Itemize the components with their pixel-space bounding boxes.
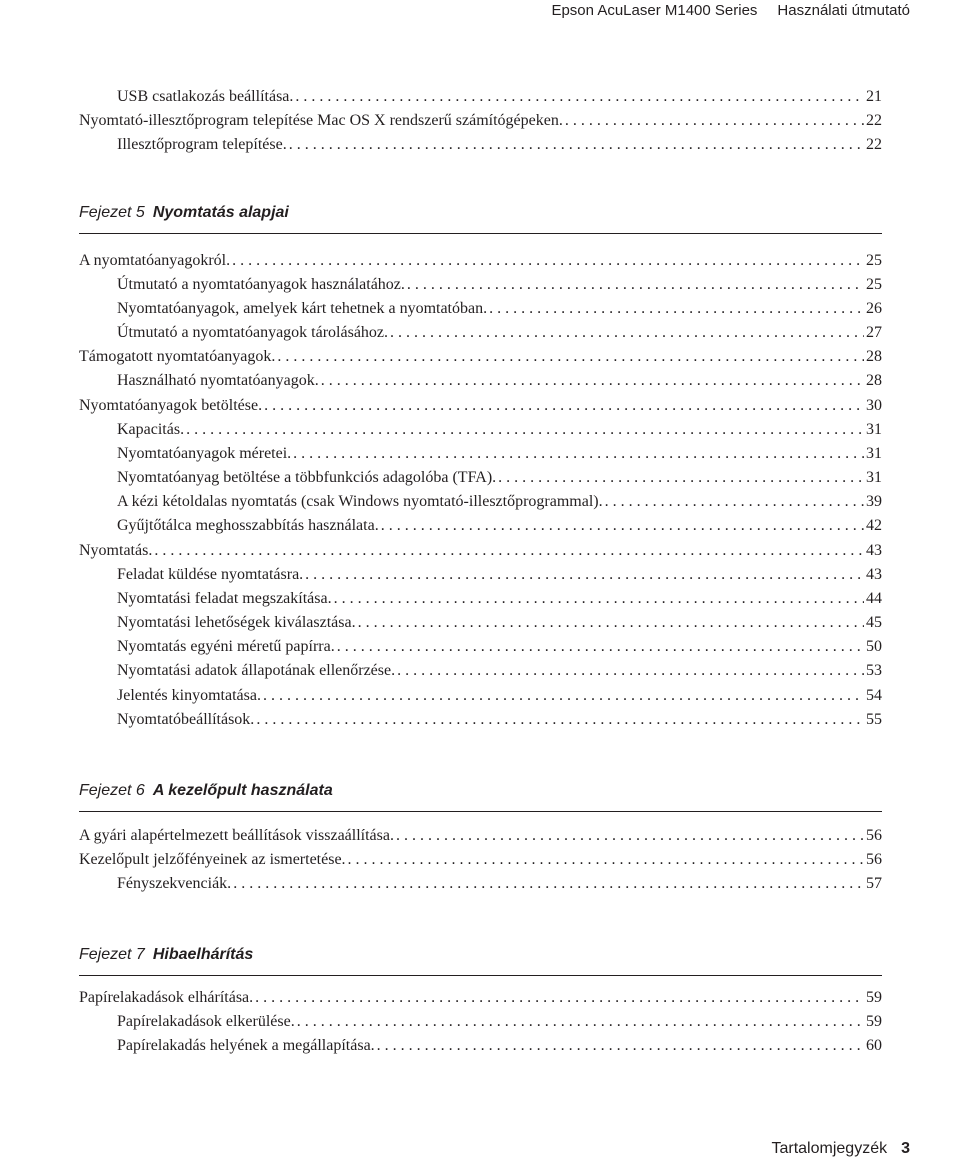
toc-entry[interactable] — [0, 824, 960, 848]
toc-entry-title: Útmutató a nyomtatóanyagok tárolásához. — [117, 324, 389, 341]
dot-leader — [489, 297, 864, 321]
chapter-label: Fejezet 6 — [79, 782, 145, 799]
toc-entry-page: 26 — [866, 300, 882, 317]
dot-leader — [498, 466, 864, 490]
toc-entry-page: 56 — [866, 827, 882, 844]
toc-entry-title: Használható nyomtatóanyagok. — [117, 372, 319, 389]
toc-entry[interactable] — [0, 708, 960, 732]
toc-entry[interactable] — [0, 394, 960, 418]
dot-leader — [565, 109, 864, 133]
toc-entry-title: Nyomtatás. — [79, 542, 153, 559]
toc-entry-title: Útmutató a nyomtatóanyagok használatához. — [117, 276, 405, 293]
toc-entry-page: 59 — [866, 989, 882, 1006]
toc-entry[interactable] — [0, 986, 960, 1010]
toc-entry[interactable] — [0, 297, 960, 321]
toc-entry-title: A gyári alapértelmezett beállítások visszaállítása. — [79, 827, 394, 844]
header-product: Epson AcuLaser M1400 Series — [551, 2, 758, 19]
dot-leader — [358, 611, 864, 635]
toc-entry-page: 21 — [866, 88, 882, 105]
toc-entry-title: A kézi kétoldalas nyomtatás (csak Windows nyomtató-illesztőprogrammal). — [117, 493, 603, 510]
toc-entry[interactable] — [0, 684, 960, 708]
dot-leader — [297, 1010, 864, 1034]
dot-leader — [390, 321, 864, 345]
chapter-name: Nyomtatás alapjai — [152, 204, 289, 221]
toc-entry-title: Nyomtatóanyagok betöltése. — [79, 397, 263, 414]
dot-leader — [334, 587, 864, 611]
toc-entry-page: 42 — [866, 517, 882, 534]
chapter-heading[interactable] — [79, 782, 882, 812]
toc-entry-page: 22 — [866, 136, 882, 153]
toc-entry-page: 54 — [866, 687, 882, 704]
dot-leader — [186, 418, 864, 442]
toc-entry-title: Támogatott nyomtatóanyagok. — [79, 348, 276, 365]
toc-entry-page: 44 — [866, 590, 882, 607]
dot-leader — [263, 684, 864, 708]
dot-leader — [377, 1034, 864, 1058]
toc-entry[interactable] — [0, 872, 960, 896]
toc-entry-page: 43 — [866, 566, 882, 583]
toc-entry-title: Nyomtatási adatok állapotának ellenőrzése. — [117, 662, 396, 679]
toc-entry-title: Illesztőprogram telepítése. — [117, 136, 287, 153]
toc-entry-title: Gyűjtőtálca meghosszabbítás használata. — [117, 517, 379, 534]
toc-entry-page: 31 — [866, 445, 882, 462]
page-header — [0, 0, 960, 22]
toc-entry[interactable] — [0, 635, 960, 659]
toc-entry-title: Nyomtatóbeállítások. — [117, 711, 255, 728]
toc-entry[interactable] — [0, 466, 960, 490]
dot-leader — [407, 273, 864, 297]
toc-entry-page: 59 — [866, 1013, 882, 1030]
toc-entry[interactable] — [0, 848, 960, 872]
toc-entry-title: Papírelakadások elkerülése. — [117, 1013, 295, 1030]
toc-entry-page: 57 — [866, 875, 882, 892]
toc-entry-page: 22 — [866, 112, 882, 129]
toc-entry-page: 60 — [866, 1037, 882, 1054]
toc-entry-page: 31 — [866, 469, 882, 486]
toc-entry-title: Nyomtatóanyagok, amelyek kárt tehetnek a nyomtatóban. — [117, 300, 488, 317]
toc-entry-page: 31 — [866, 421, 882, 438]
page-footer — [771, 1140, 910, 1158]
chapter-name: Hibaelhárítás — [152, 946, 254, 963]
header-doc-title: Használati útmutató — [777, 2, 910, 19]
toc-entry-page: 25 — [866, 252, 882, 269]
toc-entry-page: 45 — [866, 614, 882, 631]
toc-entry[interactable] — [0, 514, 960, 538]
toc-entry[interactable] — [0, 369, 960, 393]
dot-leader — [277, 345, 864, 369]
chapter-label: Fejezet 7 — [79, 946, 145, 963]
dot-leader — [397, 659, 864, 683]
toc-entry-page: 39 — [866, 493, 882, 510]
toc-entry-page: 56 — [866, 851, 882, 868]
toc-entry-title: Papírelakadások elhárítása. — [79, 989, 254, 1006]
chapter-label: Fejezet 5 — [79, 204, 145, 221]
toc-entry[interactable] — [0, 418, 960, 442]
toc-entry-title: Fényszekvenciák. — [117, 875, 232, 892]
dot-leader — [337, 635, 864, 659]
toc-entry-title: Nyomtatás egyéni méretű papírra. — [117, 638, 335, 655]
toc-entry[interactable] — [0, 273, 960, 297]
footer-page-number: 3 — [901, 1140, 910, 1157]
dot-leader — [255, 986, 864, 1010]
toc-entry-title: Nyomtatóanyagok méretei. — [117, 445, 292, 462]
toc-entry-title: Feladat küldése nyomtatásra. — [117, 566, 304, 583]
dot-leader — [289, 133, 864, 157]
chapter-heading[interactable] — [79, 204, 882, 234]
dot-leader — [305, 563, 864, 587]
dot-leader — [154, 539, 864, 563]
toc-entry-title: A nyomtatóanyagokról. — [79, 252, 231, 269]
chapter-name: A kezelőpult használata — [152, 782, 333, 799]
dot-leader — [605, 490, 864, 514]
toc-entry-page: 28 — [866, 348, 882, 365]
toc-entry-page: 28 — [866, 372, 882, 389]
toc-entry[interactable] — [0, 321, 960, 345]
toc-entry[interactable] — [0, 249, 960, 273]
toc-entry-page: 43 — [866, 542, 882, 559]
toc-entry[interactable] — [0, 133, 960, 157]
dot-leader — [256, 708, 864, 732]
toc-entry-page: 50 — [866, 638, 882, 655]
toc-entry-page: 55 — [866, 711, 882, 728]
toc-entry-title: Nyomtatási feladat megszakítása. — [117, 590, 332, 607]
chapter-rule — [79, 975, 882, 976]
toc-entry[interactable] — [0, 1034, 960, 1058]
toc-entry-title: Jelentés kinyomtatása. — [117, 687, 261, 704]
toc-entry[interactable] — [0, 563, 960, 587]
chapter-rule — [79, 233, 882, 234]
toc-entry-title: USB csatlakozás beállítása. — [117, 88, 294, 105]
dot-leader — [233, 872, 864, 896]
toc-entry[interactable] — [0, 539, 960, 563]
toc-entry-title: Kezelőpult jelzőfényeinek az ismertetése. — [79, 851, 346, 868]
toc-entry[interactable] — [0, 85, 960, 109]
toc-entry[interactable] — [0, 587, 960, 611]
dot-leader — [264, 394, 864, 418]
chapter-rule — [79, 811, 882, 812]
toc-entry[interactable] — [0, 442, 960, 466]
toc-entry[interactable] — [0, 490, 960, 514]
dot-leader — [348, 848, 864, 872]
dot-leader — [232, 249, 864, 273]
toc-entry[interactable] — [0, 659, 960, 683]
toc-entry[interactable] — [0, 345, 960, 369]
dot-leader — [321, 369, 864, 393]
footer-section: Tartalomjegyzék — [771, 1140, 888, 1157]
chapter-heading[interactable] — [79, 946, 882, 976]
toc-entry[interactable] — [0, 109, 960, 133]
toc-entry-title: Nyomtatóanyag betöltése a többfunkciós adagolóba (TFA). — [117, 469, 497, 486]
toc-entry-page: 53 — [866, 662, 882, 679]
toc-entry-page: 27 — [866, 324, 882, 341]
toc-entry-title: Nyomtató-illesztőprogram telepítése Mac OS X rendszerű számítógépeken. — [79, 112, 563, 129]
toc-entry[interactable] — [0, 611, 960, 635]
dot-leader — [293, 442, 864, 466]
toc-entry[interactable] — [0, 1010, 960, 1034]
header-text — [551, 2, 910, 19]
toc-entry-title: Papírelakadás helyének a megállapítása. — [117, 1037, 375, 1054]
dot-leader — [396, 824, 864, 848]
dot-leader — [295, 85, 864, 109]
dot-leader — [381, 514, 864, 538]
toc-entry-title: Nyomtatási lehetőségek kiválasztása. — [117, 614, 356, 631]
toc-entry-page: 30 — [866, 397, 882, 414]
toc-entry-page: 25 — [866, 276, 882, 293]
toc-entry-title: Kapacitás. — [117, 421, 185, 438]
